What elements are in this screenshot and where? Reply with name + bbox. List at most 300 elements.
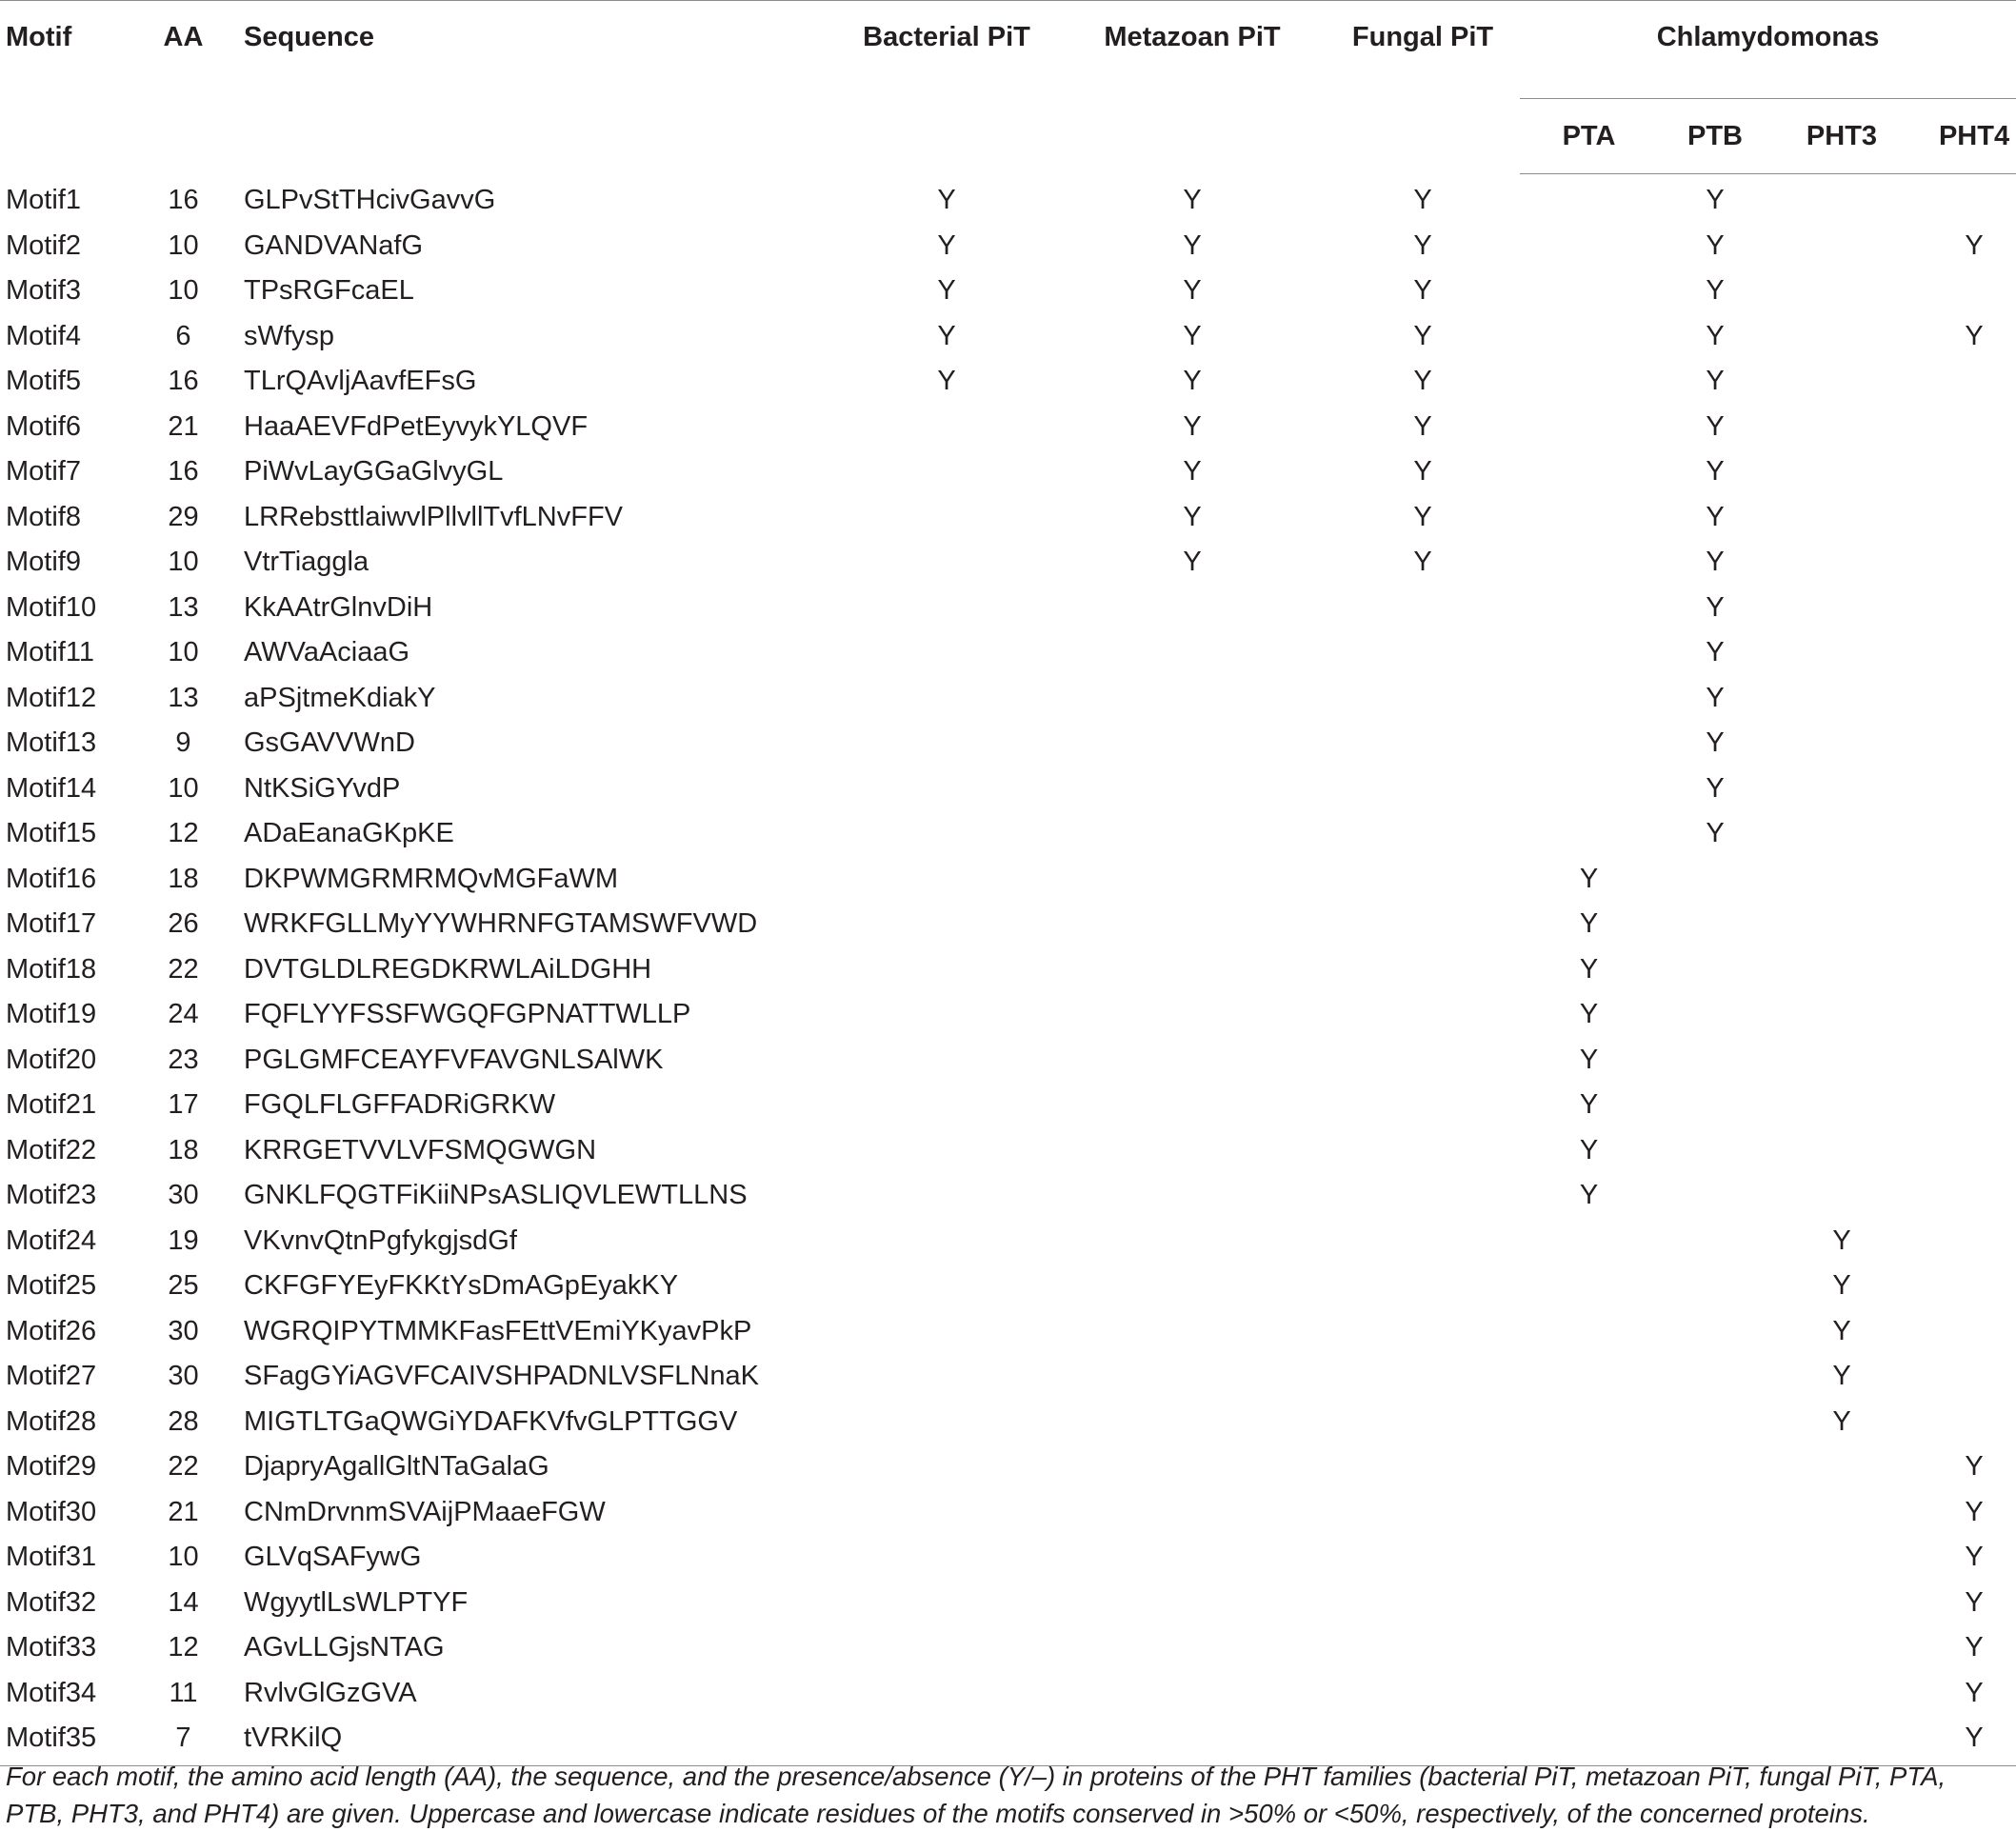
cell-motif: Motif17 [6, 908, 97, 940]
cell-pht4 [1911, 630, 2016, 676]
cell-bacterial-pit [834, 630, 1059, 676]
cell-ptb [1658, 1354, 1772, 1400]
header-pta: PTA [1520, 99, 1658, 174]
cell-bacterial-pit [834, 405, 1059, 450]
table-row [0, 449, 2016, 495]
cell-pht4 [1911, 1128, 2016, 1174]
cell-pht3 [1772, 540, 1911, 586]
cell-ptb: Y [1706, 637, 1725, 668]
cell-motif: Motif34 [6, 1677, 97, 1708]
cell-pht3 [1772, 1625, 1911, 1671]
cell-metazoan-pit [1059, 992, 1326, 1038]
cell-pht3 [1772, 359, 1911, 405]
cell-fungal-pit: Y [1413, 547, 1432, 578]
cell-ptb: Y [1706, 456, 1725, 488]
cell-bacterial-pit [834, 1444, 1059, 1490]
cell-sequence: VKvnvQtnPgfykgjsdGf [244, 1225, 517, 1256]
table-row [0, 947, 2016, 993]
table-row [0, 857, 2016, 903]
cell-pht4: Y [1965, 320, 1984, 351]
cell-motif: Motif25 [6, 1270, 97, 1302]
cell-sequence: ADaEanaGKpKE [244, 818, 454, 849]
cell-fungal-pit [1326, 811, 1520, 857]
cell-motif: Motif28 [6, 1405, 97, 1437]
cell-pht4 [1911, 359, 2016, 405]
cell-pht3 [1772, 1671, 1911, 1717]
table-row [0, 1400, 2016, 1445]
cell-sequence: sWfysp [244, 320, 335, 351]
cell-pht4: Y [1965, 1677, 1984, 1708]
cell-bacterial-pit [834, 1173, 1059, 1219]
cell-ptb: Y [1706, 410, 1725, 442]
cell-metazoan-pit: Y [1183, 229, 1202, 261]
cell-ptb: Y [1706, 185, 1725, 216]
cell-pta [1520, 174, 1658, 224]
cell-bacterial-pit [834, 992, 1059, 1038]
cell-pht3: Y [1832, 1270, 1851, 1302]
cell-ptb [1658, 1581, 1772, 1626]
cell-pta [1520, 811, 1658, 857]
cell-pht3 [1772, 449, 1911, 495]
cell-aa: 21 [168, 410, 199, 442]
cell-motif: Motif11 [6, 637, 94, 668]
header-ptb: PTB [1658, 99, 1772, 174]
cell-pht4 [1911, 1354, 2016, 1400]
cell-pht4 [1911, 1400, 2016, 1445]
cell-ptb [1658, 947, 1772, 993]
header-metazoan-pit: Metazoan PiT [1059, 1, 1326, 174]
cell-sequence: TPsRGFcaEL [244, 275, 414, 307]
cell-pta [1520, 1400, 1658, 1445]
header-bacterial-pit: Bacterial PiT [834, 1, 1059, 174]
cell-motif: Motif9 [6, 547, 81, 578]
cell-ptb [1658, 1535, 1772, 1581]
cell-pta: Y [1579, 863, 1599, 894]
header-chlamydomonas: Chlamydomonas [1520, 1, 2016, 99]
cell-pht4 [1911, 992, 2016, 1038]
cell-fungal-pit [1326, 1400, 1520, 1445]
cell-bacterial-pit [834, 1490, 1059, 1536]
cell-bacterial-pit [834, 1128, 1059, 1174]
table-body [0, 174, 2016, 1766]
cell-metazoan-pit [1059, 1354, 1326, 1400]
cell-motif: Motif1 [6, 185, 81, 215]
cell-pta [1520, 721, 1658, 767]
cell-pta [1520, 1309, 1658, 1355]
cell-sequence: CNmDrvnmSVAijPMaaeFGW [244, 1496, 606, 1527]
cell-sequence: LRRebsttlaiwvlPllvllTvfLNvFFV [244, 501, 624, 532]
table-row [0, 1309, 2016, 1355]
cell-pht3 [1772, 767, 1911, 812]
cell-motif: Motif21 [6, 1089, 97, 1121]
cell-fungal-pit [1326, 586, 1520, 631]
cell-sequence: NtKSiGYvdP [244, 772, 401, 804]
table-row [0, 992, 2016, 1038]
cell-ptb [1658, 1671, 1772, 1717]
cell-aa: 10 [168, 772, 199, 804]
cell-metazoan-pit [1059, 1309, 1326, 1355]
cell-sequence: HaaAEVFdPetEyvykYLQVF [244, 410, 589, 442]
cell-sequence: TLrQAvljAavfEFsG [244, 366, 477, 397]
cell-pht4 [1911, 811, 2016, 857]
cell-fungal-pit: Y [1413, 275, 1432, 307]
table-row [0, 676, 2016, 722]
cell-aa: 6 [175, 320, 191, 351]
cell-bacterial-pit [834, 676, 1059, 722]
cell-fungal-pit [1326, 1219, 1520, 1264]
table-row [0, 721, 2016, 767]
cell-aa: 14 [168, 1586, 199, 1618]
cell-metazoan-pit: Y [1183, 185, 1202, 215]
table-row [0, 1354, 2016, 1400]
cell-pht3: Y [1832, 1315, 1851, 1346]
cell-sequence: WRKFGLLMyYYWHRNFGTAMSWFVWD [244, 908, 758, 940]
table-row [0, 540, 2016, 586]
cell-sequence: tVRKilQ [238, 1716, 834, 1765]
cell-aa: 28 [168, 1405, 199, 1437]
cell-pta [1520, 676, 1658, 722]
table-row [0, 586, 2016, 631]
cell-sequence: DKPWMGRMRMQvMGFaWM [244, 863, 619, 894]
cell-bacterial-pit [834, 1400, 1059, 1445]
cell-pta [1520, 359, 1658, 405]
cell-fungal-pit [1326, 721, 1520, 767]
cell-motif: Motif15 [6, 818, 97, 849]
cell-pta: Y [1579, 999, 1599, 1030]
cell-pht3 [1772, 630, 1911, 676]
cell-pht3 [1772, 1490, 1911, 1536]
cell-fungal-pit [1326, 1038, 1520, 1084]
cell-bacterial-pit: Y [937, 366, 956, 397]
cell-fungal-pit [1326, 1083, 1520, 1128]
cell-motif: Motif35 [0, 1716, 129, 1765]
cell-pta [1520, 495, 1658, 541]
cell-metazoan-pit [1059, 630, 1326, 676]
cell-pht4: Y [1965, 1632, 1984, 1663]
table-row [0, 1671, 2016, 1717]
cell-pht4: Y [1965, 229, 1984, 261]
cell-sequence: WGRQIPYTMMKFasFEttVEmiYKyavPkP [244, 1315, 752, 1346]
cell-ptb [1658, 1625, 1772, 1671]
cell-pht3 [1772, 1038, 1911, 1084]
cell-sequence: DVTGLDLREGDKRWLAiLDGHH [244, 953, 652, 985]
cell-bacterial-pit [834, 1309, 1059, 1355]
table-row [0, 1173, 2016, 1219]
cell-bacterial-pit [834, 1535, 1059, 1581]
cell-ptb: Y [1706, 682, 1725, 713]
cell-motif: Motif32 [6, 1586, 97, 1618]
cell-pta [1520, 1625, 1658, 1671]
cell-metazoan-pit [1059, 1173, 1326, 1219]
table-row [0, 269, 2016, 314]
table-row [0, 811, 2016, 857]
cell-bacterial-pit [834, 1354, 1059, 1400]
cell-pht4 [1911, 540, 2016, 586]
cell-pht3 [1772, 857, 1911, 903]
cell-aa: 21 [168, 1496, 199, 1527]
cell-motif: Motif10 [6, 591, 97, 623]
cell-metazoan-pit [1059, 902, 1326, 947]
cell-aa: 29 [168, 501, 199, 532]
cell-pta: Y [1579, 953, 1599, 985]
cell-ptb: Y [1706, 320, 1725, 351]
cell-pht4: Y [1965, 1542, 1984, 1573]
cell-ptb [1658, 1490, 1772, 1536]
table-row [0, 902, 2016, 947]
cell-sequence: GLVqSAFywG [244, 1542, 422, 1573]
cell-sequence: FGQLFLGFFADRiGRKW [244, 1089, 556, 1121]
cell-pta [1520, 314, 1658, 360]
cell-pht4 [1911, 1038, 2016, 1084]
cell-pht4 [1911, 495, 2016, 541]
cell-pta [1520, 586, 1658, 631]
cell-pht3 [1772, 721, 1911, 767]
cell-aa: 16 [168, 366, 199, 397]
cell-aa: 22 [168, 1451, 199, 1483]
cell-ptb: Y [1706, 547, 1725, 578]
cell-pht3 [1772, 405, 1911, 450]
cell-metazoan-pit [1059, 586, 1326, 631]
cell-metazoan-pit [1059, 1400, 1326, 1445]
cell-pta [1520, 1581, 1658, 1626]
cell-pta: Y [1579, 908, 1599, 940]
cell-pht4 [1911, 1264, 2016, 1309]
cell-ptb [1658, 1444, 1772, 1490]
cell-pht4 [1911, 1083, 2016, 1128]
cell-aa: 13 [168, 682, 199, 713]
cell-bacterial-pit [834, 1671, 1059, 1717]
cell-pta [1520, 1354, 1658, 1400]
cell-pht3 [1772, 1128, 1911, 1174]
cell-bacterial-pit [834, 1219, 1059, 1264]
cell-pht4 [1911, 405, 2016, 450]
table-row [0, 1219, 2016, 1264]
cell-sequence: GANDVANafG [244, 229, 424, 261]
cell-sequence: DjapryAgallGltNTaGalaG [244, 1451, 549, 1483]
cell-pht3 [1772, 1173, 1911, 1219]
cell-aa: 26 [168, 908, 199, 940]
table-row [0, 359, 2016, 405]
cell-metazoan-pit [1059, 1128, 1326, 1174]
cell-ptb: Y [1706, 275, 1725, 307]
cell-aa: 12 [168, 818, 199, 849]
cell-sequence: KRRGETVVLVFSMQGWGN [244, 1134, 597, 1165]
cell-aa: 25 [168, 1270, 199, 1302]
cell-ptb [1658, 1083, 1772, 1128]
table-row [0, 174, 2016, 224]
cell-metazoan-pit [1059, 1083, 1326, 1128]
cell-metazoan-pit: Y [1183, 320, 1202, 351]
cell-metazoan-pit [1059, 1264, 1326, 1309]
table-footnote [6, 1758, 2006, 1832]
cell-motif: Motif3 [6, 275, 81, 307]
cell-pht3 [1772, 947, 1911, 993]
cell-motif: Motif18 [6, 953, 97, 985]
cell-bacterial-pit [834, 767, 1059, 812]
cell-fungal-pit [1326, 1264, 1520, 1309]
cell-motif: Motif20 [6, 1044, 97, 1075]
cell-bacterial-pit: Y [937, 185, 956, 215]
cell-motif: Motif22 [6, 1134, 97, 1165]
cell-sequence: WgyytlLsWLPTYF [244, 1586, 469, 1618]
cell-ptb: Y [1706, 818, 1725, 849]
cell-metazoan-pit: Y [1183, 547, 1202, 578]
cell-fungal-pit: Y [1413, 366, 1432, 397]
cell-pht4 [1911, 767, 2016, 812]
cell-fungal-pit [1326, 1581, 1520, 1626]
cell-aa: 18 [168, 1134, 199, 1165]
table-row [0, 1535, 2016, 1581]
cell-aa: 22 [168, 953, 199, 985]
cell-metazoan-pit [1059, 1625, 1326, 1671]
cell-metazoan-pit [1059, 811, 1326, 857]
cell-motif: Motif13 [6, 727, 97, 759]
cell-fungal-pit [1326, 1128, 1520, 1174]
cell-ptb [1658, 1400, 1772, 1445]
cell-ptb [1658, 1219, 1772, 1264]
cell-pht3: Y [1832, 1405, 1851, 1437]
cell-fungal-pit [1326, 1444, 1520, 1490]
cell-fungal-pit [1326, 1173, 1520, 1219]
cell-ptb [1658, 857, 1772, 903]
cell-motif: Motif14 [6, 772, 97, 804]
cell-pta [1520, 1444, 1658, 1490]
cell-pta [1520, 449, 1658, 495]
cell-fungal-pit [1326, 1671, 1520, 1717]
cell-metazoan-pit [1059, 1219, 1326, 1264]
cell-aa: 16 [168, 185, 199, 215]
cell-sequence: AGvLLGjsNTAG [244, 1632, 445, 1663]
cell-pht3: Y [1832, 1225, 1851, 1256]
header-sequence: Sequence [238, 1, 834, 174]
cell-pta [1520, 540, 1658, 586]
cell-pta: Y [1579, 1134, 1599, 1165]
cell-fungal-pit: Y [1413, 456, 1432, 488]
cell-aa: 7 [129, 1716, 238, 1765]
cell-metazoan-pit [1059, 857, 1326, 903]
cell-pht3 [1772, 269, 1911, 314]
cell-ptb: Y [1706, 229, 1725, 261]
cell-pht3 [1772, 811, 1911, 857]
cell-motif: Motif7 [6, 456, 81, 488]
cell-metazoan-pit: Y [1183, 366, 1202, 397]
cell-sequence: AWVaAciaaG [244, 637, 410, 668]
cell-bacterial-pit: Y [937, 320, 956, 351]
cell-motif: Motif19 [6, 999, 97, 1030]
cell-pht4 [1911, 1309, 2016, 1355]
cell-ptb: Y [1706, 727, 1725, 759]
cell-ptb: Y [1706, 772, 1725, 804]
cell-aa: 10 [168, 229, 199, 261]
header-fungal-pit: Fungal PiT [1326, 1, 1520, 174]
cell-bacterial-pit [834, 1264, 1059, 1309]
cell-pta: Y [1579, 1180, 1599, 1211]
table-row [0, 1444, 2016, 1490]
cell-sequence: GLPvStTHcivGavvG [244, 185, 496, 215]
table-row [0, 1490, 2016, 1536]
cell-metazoan-pit [1059, 1581, 1326, 1626]
cell-aa: 13 [168, 591, 199, 623]
table-row [0, 224, 2016, 269]
cell-motif: Motif30 [6, 1496, 97, 1527]
cell-pht3 [1772, 1581, 1911, 1626]
cell-fungal-pit [1326, 1309, 1520, 1355]
cell-pht4 [1911, 449, 2016, 495]
cell-pta [1520, 1490, 1658, 1536]
table-row [0, 630, 2016, 676]
cell-motif: Motif2 [6, 229, 81, 261]
cell-pht3 [1772, 314, 1911, 360]
header-motif: Motif [0, 1, 129, 174]
cell-bacterial-pit [834, 1083, 1059, 1128]
cell-metazoan-pit: Y [1183, 275, 1202, 307]
table-row [0, 767, 2016, 812]
table-header [0, 1, 2016, 174]
header-pht4: PHT4 [1911, 99, 2016, 174]
cell-fungal-pit [1326, 1490, 1520, 1536]
cell-pta [1520, 1671, 1658, 1717]
cell-pht4 [1911, 857, 2016, 903]
cell-motif: Motif4 [6, 320, 81, 351]
cell-pta [1520, 1219, 1658, 1264]
cell-fungal-pit [1326, 676, 1520, 722]
cell-ptb [1658, 1038, 1772, 1084]
cell-metazoan-pit [1059, 721, 1326, 767]
cell-bacterial-pit [834, 902, 1059, 947]
cell-ptb [1658, 1128, 1772, 1174]
cell-motif: Motif8 [6, 501, 81, 532]
cell-fungal-pit [1326, 767, 1520, 812]
cell-aa: 11 [169, 1677, 198, 1708]
cell-pht3 [1772, 1444, 1911, 1490]
cell-pht4 [1911, 947, 2016, 993]
cell-aa: 30 [168, 1180, 199, 1211]
cell-pht4 [1911, 1173, 2016, 1219]
cell-aa: 10 [168, 275, 199, 307]
cell-aa: 12 [168, 1632, 199, 1663]
cell-pht4 [1911, 1219, 2016, 1264]
cell-pht3 [1772, 992, 1911, 1038]
cell-sequence: GsGAVVWnD [244, 727, 415, 759]
cell-pht3 [1772, 1083, 1911, 1128]
cell-aa: 18 [168, 863, 199, 894]
cell-pta [1520, 224, 1658, 269]
cell-aa: 19 [168, 1225, 199, 1256]
table-row [0, 1264, 2016, 1309]
table-row [0, 1083, 2016, 1128]
cell-bacterial-pit [834, 1038, 1059, 1084]
cell-sequence: PiWvLayGGaGlvyGL [244, 456, 504, 488]
cell-aa: 30 [168, 1361, 199, 1392]
cell-bacterial-pit: Y [937, 229, 956, 261]
cell-motif: Motif5 [6, 366, 81, 397]
table-row [0, 1038, 2016, 1084]
cell-fungal-pit [1326, 1354, 1520, 1400]
cell-metazoan-pit: Y [1183, 501, 1202, 532]
cell-sequence: MIGTLTGaQWGiYDAFKVfvGLPTTGGV [244, 1405, 738, 1437]
cell-bacterial-pit [834, 1581, 1059, 1626]
cell-fungal-pit [1326, 857, 1520, 903]
cell-pta [1520, 269, 1658, 314]
cell-pht4: Y [1965, 1496, 1984, 1527]
cell-bacterial-pit [834, 586, 1059, 631]
cell-pta: Y [1579, 1089, 1599, 1121]
cell-bacterial-pit [834, 495, 1059, 541]
cell-motif: Motif27 [6, 1361, 97, 1392]
table-row [0, 495, 2016, 541]
cell-bacterial-pit [834, 1625, 1059, 1671]
cell-metazoan-pit [1059, 947, 1326, 993]
